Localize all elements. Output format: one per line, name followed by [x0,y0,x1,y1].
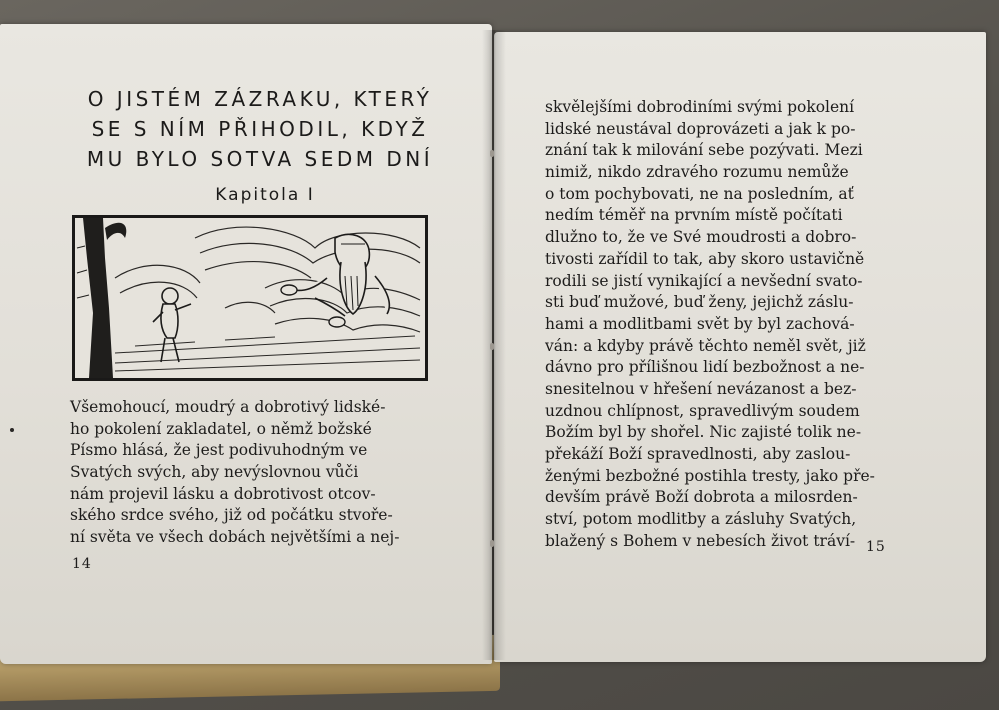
binding-stitch [490,540,494,547]
text-line: Božím byl by shořel. Nic zajisté tolik ne- [545,423,862,442]
chapter-title-line: MU BYLO SOTVA SEDM DNÍ [86,147,434,171]
text-line: ženými bezbožné postihla tresty, jako pře- [545,466,875,485]
text-line: Svatých svých, aby nevýslovnou vůči [70,463,359,482]
chapter-title [70,84,450,174]
right-body-text [545,97,885,552]
text-line: Písmo hlásá, že jest podivuhodným ve [70,441,368,460]
page-number-left: 14 [72,556,92,572]
text-line: nám projevil lásku a dobrotivost otcov- [70,484,376,503]
text-line: tivosti zařídil to tak, aby skoro ustavičně [545,249,865,268]
woodcut-illustration [72,215,428,381]
text-line: skvělejšími dobrodiními svými pokolení [545,98,855,116]
text-line: lidské neustával doprovázeti a jak k po- [545,119,856,138]
text-line: hami a modlitbami svět by byl zachová- [545,314,855,333]
text-line: Všemohoucí, moudrý a dobrotivý lidské- [70,398,386,416]
chapter-title-line: SE S NÍM PŘIHODIL, KDYŽ [91,117,429,141]
text-line: nimiž, nikdo zdravého rozumu nemůže [545,163,849,182]
chapter-title-line: O JISTÉM ZÁZRAKU, KTERÝ [87,87,433,111]
text-line: nedím téměř na prvním místě počítati [545,206,843,225]
text-line: znání tak k milování sebe pozývati. Mezi [545,141,863,160]
text-line: uzdnou chlípnost, spravedlivým soudem [545,401,860,420]
text-line: ho pokolení zakladatel, o němž božské [70,419,372,438]
chapter-label: Kapitola I [215,185,315,205]
text-line: ského srdce svého, již od počátku stvoře- [70,506,393,525]
text-line: dávno pro přílišnou lidí bezbožnost a ne- [545,358,865,377]
text-line: ní světa ve všech dobách největšími a nej- [70,528,400,547]
woodcut-drawing [75,218,425,378]
binding-stitch [490,343,494,350]
left-body-text [70,397,430,549]
text-line: ství, potom modlitby a zásluhy Svatých, [545,510,857,529]
text-line: ván: a kdyby právě těchto neměl svět, již [545,336,866,355]
text-line: blažený s Bohem v nebesích život tráví- [545,531,856,550]
text-line: o tom pochybovati, ne na posledním, ať [545,184,854,203]
text-line: snesitelnou v hřešení nevázanost a bez- [545,379,857,398]
text-line: devším právě Boží dobrota a milosrden- [545,488,858,507]
text-line: rodili se jistí vynikající a nevšední svato- [545,271,863,290]
binding-stitch [490,150,494,157]
text-line: sti buď mužové, buď ženy, jejichž záslu- [545,293,854,312]
page-number-right: 15 [866,539,886,555]
text-line: překáží Boží spravedlnosti, aby zaslou- [545,445,851,463]
text-line: dlužno to, že ve Své moudrosti a dobro- [545,228,857,247]
book-gutter [482,30,506,660]
page-speck [10,428,14,432]
